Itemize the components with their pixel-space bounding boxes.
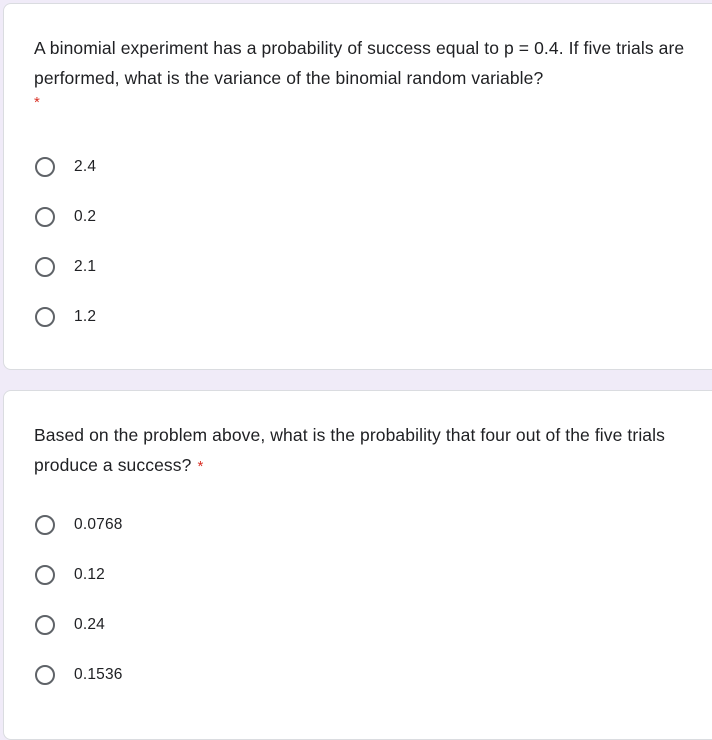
question-1-text: A binomial experiment has a probability of success equal to p = 0.4. If five trials are performed, what is the variance of the binomial random variable? bbox=[34, 38, 685, 88]
option-label: 2.4 bbox=[74, 158, 97, 175]
question-2-title bbox=[34, 420, 712, 482]
option-label: 2.1 bbox=[74, 258, 97, 275]
question-1-title bbox=[34, 33, 712, 111]
option-label: 1.2 bbox=[74, 308, 97, 325]
option-1-4[interactable] bbox=[35, 304, 96, 330]
option-2-2[interactable] bbox=[35, 562, 105, 588]
question-card-1 bbox=[3, 3, 712, 370]
question-2-text: Based on the problem above, what is the probability that four out of the five trials produce a success? bbox=[34, 425, 665, 475]
option-2-3[interactable] bbox=[35, 612, 105, 638]
radio-button[interactable] bbox=[35, 565, 55, 585]
option-label: 0.1536 bbox=[74, 666, 123, 683]
required-asterisk: * bbox=[34, 94, 40, 111]
option-1-3[interactable] bbox=[35, 254, 96, 280]
radio-button[interactable] bbox=[35, 515, 55, 535]
option-2-4[interactable] bbox=[35, 662, 123, 688]
option-label: 0.2 bbox=[74, 208, 97, 225]
option-label: 0.12 bbox=[74, 566, 105, 583]
radio-button[interactable] bbox=[35, 665, 55, 685]
radio-button[interactable] bbox=[35, 615, 55, 635]
question-card-2 bbox=[3, 390, 712, 740]
radio-button[interactable] bbox=[35, 207, 55, 227]
option-label: 0.0768 bbox=[74, 516, 123, 533]
radio-button[interactable] bbox=[35, 257, 55, 277]
option-1-2[interactable] bbox=[35, 204, 96, 230]
radio-button[interactable] bbox=[35, 157, 55, 177]
required-asterisk: * bbox=[197, 458, 204, 475]
option-1-1[interactable] bbox=[35, 154, 96, 180]
radio-button[interactable] bbox=[35, 307, 55, 327]
option-label: 0.24 bbox=[74, 616, 105, 633]
option-2-1[interactable] bbox=[35, 512, 123, 538]
